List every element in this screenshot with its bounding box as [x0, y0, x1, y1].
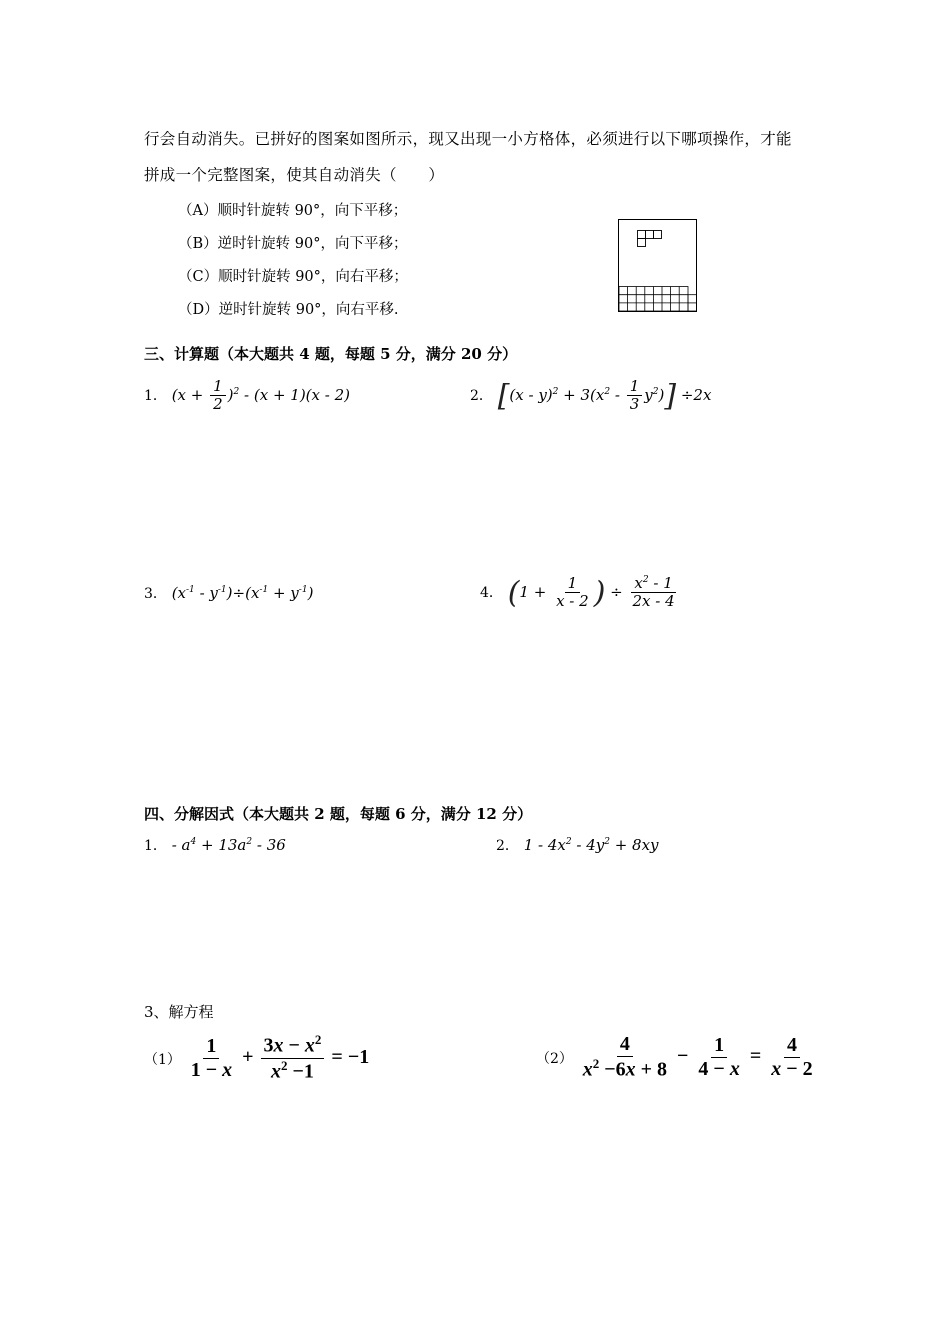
- math-expression: (1 + $\frac{1}{x - 2}$ ) ÷ $\frac{x^2 - 1}{2x - 4}$: [507, 574, 675, 611]
- equation-2: [536, 1033, 818, 1082]
- problem-label: 1．: [144, 838, 167, 854]
- math-expression: (x + $\frac{1}{2}$ )$^2$ - (x + 1)(x - 2): [171, 377, 350, 414]
- math-expression: - $a^4 + 13a^2 - 36$: [171, 836, 286, 854]
- section-4-heading: 四、分解因式（本大题共 2 题，每题 6 分，满分 12 分）: [144, 805, 533, 823]
- math-expression: $1 - 4x^2 - 4y^2 + 8xy$: [523, 836, 659, 854]
- problem-label: 1．: [144, 387, 167, 404]
- falling-piece: [638, 231, 662, 247]
- option-b: （B）逆时针旋转 90°，向下平移；: [178, 236, 408, 252]
- math-expression: $\frac{1}{1 - x}$ + $\frac{3x - x^2}{x^2 -1}$ = −1: [190, 1032, 370, 1083]
- problem-4-2: [496, 835, 659, 855]
- stacked-blocks: [619, 287, 697, 312]
- equation-1: [144, 1033, 369, 1083]
- problem-3-3: [144, 583, 313, 603]
- math-expression: $\frac{4}{x^2 -6x + 8}$ − $\frac{1}{4 - x}$ = $\frac{4}{x - 2}$: [582, 1033, 813, 1081]
- problem-label: 2．: [470, 387, 493, 404]
- problem-label: 4．: [480, 584, 503, 601]
- equation-label: （1）: [144, 1051, 181, 1068]
- equation-label: （2）: [536, 1050, 573, 1067]
- problem-3-4: [480, 575, 680, 611]
- problem-3-1: [144, 378, 350, 414]
- problem-label: 3．: [144, 586, 167, 602]
- problem-4-1: [144, 835, 286, 855]
- tetris-figure: [618, 219, 700, 315]
- section-3-heading: 三、计算题（本大题共 4 题，每题 5 分，满分 20 分）: [144, 345, 518, 363]
- math-expression: [$(x - y)^2 + 3(x^2$ - $\frac{1}{3}$ $y^2)] \div 2x$: [497, 377, 712, 414]
- option-a: （A）顺时针旋转 90°，向下平移；: [178, 203, 408, 219]
- option-c: （C）顺时针旋转 90°，向右平移；: [178, 269, 408, 285]
- problem-label: 2．: [496, 838, 519, 854]
- intro-line-1: 行会自动消失。已拼好的图案如图所示，现又出现一小方格体，必须进行以下哪项操作，才能: [144, 130, 792, 148]
- option-d: （D）逆时针旋转 90°，向右平移.: [178, 302, 399, 318]
- math-expression: $(x^{-1} - y^{-1})\div(x^{-1} + y^{-1})$: [171, 584, 314, 602]
- section-5-heading: 3、解方程: [144, 1003, 214, 1021]
- intro-line-2: 拼成一个完整图案，使其自动消失（ ）: [144, 166, 445, 184]
- problem-3-2: [470, 378, 711, 414]
